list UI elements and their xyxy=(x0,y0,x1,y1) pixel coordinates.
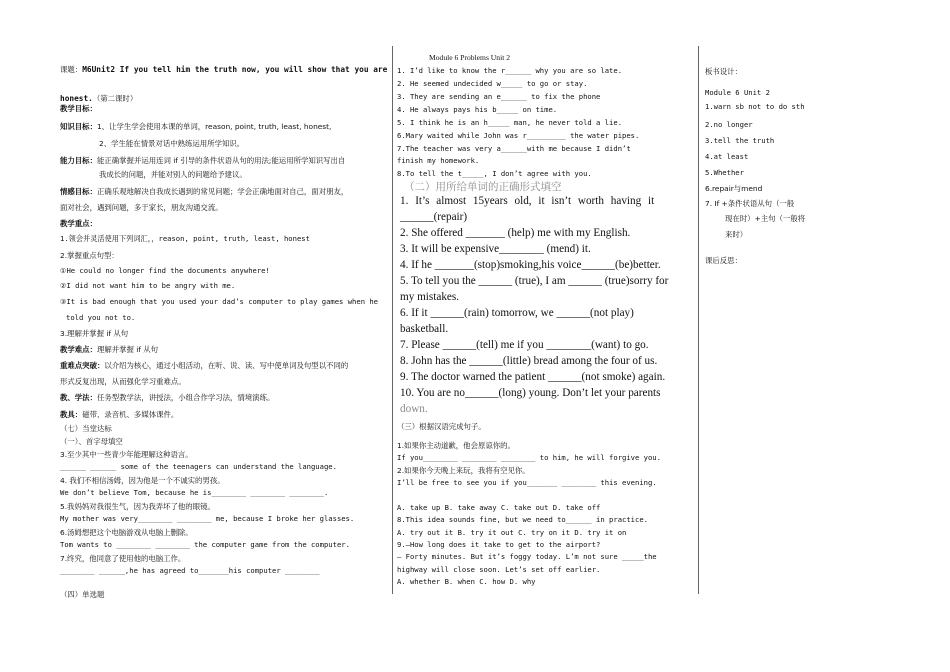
board-line-10: 来时） xyxy=(725,230,748,239)
fill-item-7: 7. Please ______(tell) me if you ________(want) to go. xyxy=(400,339,649,351)
board-line-1: Module 6 Unit 2 xyxy=(705,88,770,97)
title-note: （第二课时） xyxy=(92,94,138,103)
key-sentence-3a: ③It is bad enough that you used your dad’s computer to play games when he xyxy=(60,297,379,306)
board-line-4: 3.tell the truth xyxy=(705,136,775,145)
knowledge-goal xyxy=(60,121,331,132)
vocab-item-1: 1. I’d like to know the r______ why you are so late. xyxy=(397,66,623,75)
complete-1-cn: 1.如果你主动道歉，他会原谅你的。 xyxy=(397,441,515,450)
fill-item-4: 4. If he _______(stop)smoking,his voice______(be)better. xyxy=(400,259,661,271)
key-sentence-1: ①He could no longer find the documents anywhere! xyxy=(60,266,270,275)
board-line-9: 现在时）+主句（一般将 xyxy=(725,214,806,223)
emotion-text-1: 正确乐观地解决自我成长遇到的常见问题；学会正确地面对自己，面对朋友， xyxy=(96,187,349,196)
fill-item-8: 8. John has the ______(little) bread among the four of us. xyxy=(400,355,658,367)
board-line-8: 7. If +条件状语从句（一般 xyxy=(705,199,795,208)
question-6-cn: 6.汤姆想把这个电脑游戏从电脑上删除。 xyxy=(60,528,193,537)
vocab-item-2: 2. He seemed undecided w_____ to go or stay. xyxy=(397,79,588,88)
key-heading: 教学重点： xyxy=(60,219,97,228)
ability-text-2: 我成长的问题，并能对别人的问题给予建议。 xyxy=(99,170,247,179)
options-set-1: A. take up B. take away C. take out D. take off xyxy=(397,503,601,512)
difficulty xyxy=(60,344,158,355)
fill-item-10: 10. You are no______(long) young. Don’t let your parents xyxy=(400,387,661,399)
emotion-text-2: 面对社会，遇到问题，多于家长，朋友沟通交流。 xyxy=(60,203,223,212)
fill-item-1: 1. It’s almost 15years old, it isn’t worth having it xyxy=(400,195,655,207)
key-point-3: 3.理解并掌握 if 从句 xyxy=(60,329,129,338)
fill-item-5: 5. To tell you the ______ (true), I am ______ (true)sorry for xyxy=(400,275,669,287)
section-3-heading: （三）根据汉语完成句子。 xyxy=(397,422,486,431)
mc-question-8: 8.This idea sounds fine, but we need to______ in practice. xyxy=(397,515,648,524)
question-5-en: My mother was very________ ________ me, because I broke her glasses. xyxy=(60,514,355,523)
vocab-item-4: 4. He always pays his b_____ on time. xyxy=(397,105,558,114)
question-5-cn: 5.我妈妈对我很生气，因为我弄坏了他的眼镜。 xyxy=(60,502,215,511)
breakthrough-text-2: 形式反复出现，从而强化学习重难点。 xyxy=(60,377,186,386)
column-divider-left xyxy=(392,46,393,594)
ability-goal xyxy=(60,155,345,166)
key-sentence-2: ②I did not want him to be angry with me. xyxy=(60,281,236,290)
ability-text-1: 能正确掌握并运用连词 if 引导的条件状语从句的用法;能运用所学知识写出自 xyxy=(96,156,346,165)
key-point-1: 1.领会并灵活使用下列词汇，，reason, point, truth, least, honest xyxy=(60,234,310,243)
breakthrough-label: 重难点突破： xyxy=(60,361,105,370)
vocab-item-8: 8.To tell the t_____, I don’t agree with you. xyxy=(397,169,592,178)
fill-item-6-cont: basketball. xyxy=(400,323,449,335)
question-4-en: We don’t believe Tom, because he is________ ________ ________. xyxy=(60,488,329,497)
options-set-2: A. try out it B. try it out C. try on it D. try it on xyxy=(397,528,627,537)
question-3-cn: 3.至少其中一些青少年能理解这种语言。 xyxy=(60,450,193,459)
reflection-heading: 课后反思： xyxy=(705,256,742,265)
section-2-heading: （二）用所给单词的正确形式填空 xyxy=(404,181,562,193)
title-text-2: honest. xyxy=(60,94,93,103)
breakthrough-text-1: 以介绍为核心，通过小组活动，在听、说、读、写中使单词及句型以不同的 xyxy=(104,361,349,370)
complete-2-en: I’ll be free to see you if you_______ ________ this evening. xyxy=(397,478,657,487)
board-line-6: 5.Whether xyxy=(705,168,744,177)
knowledge-text-1: 1、让学生学会使用本课的单词，reason, point, truth, least, honest, xyxy=(96,122,332,131)
question-7-en: ________ ______,he has agreed to_______his computer ________ xyxy=(60,566,320,575)
tools-text: 磁带、录音机、多媒体课件。 xyxy=(82,410,179,419)
vocab-item-6: 6.Mary waited while John was r_________ the water pipes. xyxy=(397,131,640,140)
difficulty-label: 教学难点： xyxy=(60,345,97,354)
fill-item-1-cont: ______(repair) xyxy=(400,211,468,223)
fill-item-3: 3. It will be expensive________ (mend) it. xyxy=(400,243,591,255)
board-design-heading: 板书设计： xyxy=(705,67,742,76)
section-4-heading: （四）单选题 xyxy=(60,590,105,599)
complete-2-cn: 2.如果你今天晚上来玩，我将有空见你。 xyxy=(397,466,530,475)
question-7-cn: 7.终究，他同意了使用他的电脑工作。 xyxy=(60,554,186,563)
question-4-cn: 4. 我们不相信汤姆，因为他是一个不诚实的男孩。 xyxy=(60,476,225,485)
complete-1-en: If you________ ________ ________ to him, he will forgive you. xyxy=(397,453,661,462)
fill-item-10-cont: down. xyxy=(400,403,428,415)
vocab-item-7-cont: finish my homework. xyxy=(397,156,480,165)
board-line-5: 4.at least xyxy=(705,152,749,161)
board-line-2: 1.warn sb not to do sth xyxy=(705,102,805,111)
method-label: 教、学法： xyxy=(60,393,97,402)
emotion-label: 情感目标： xyxy=(60,187,97,196)
vocab-item-3: 3. They are sending an e______ to fix the phone xyxy=(397,92,601,101)
tools xyxy=(60,409,178,420)
options-set-3: A. whether B. when C. how D. why xyxy=(397,577,536,586)
lesson-title xyxy=(60,64,387,75)
section-a-heading: （一）、首字母填空 xyxy=(60,437,123,446)
breakthrough xyxy=(60,360,348,371)
method xyxy=(60,392,274,403)
mc-question-9c: highway will close soon. Let’s set off earlier. xyxy=(397,565,601,574)
ability-label: 能力目标： xyxy=(60,156,97,165)
mc-question-9a: 9.—How long does it take to get to the airport? xyxy=(397,540,601,549)
board-line-7: 6.repair与mend xyxy=(705,184,763,193)
column-divider-right xyxy=(698,46,699,594)
tools-label: 教具： xyxy=(60,410,83,419)
method-text: 任务型教学法，讲授法，小组合作学习法，情境演练。 xyxy=(96,393,275,402)
vocab-item-7: 7.The teacher was very a______with me because I didn’t xyxy=(397,144,631,153)
key-point-2: 2.掌握重点句型： xyxy=(60,251,119,260)
fill-item-6: 6. If it ______(rain) tomorrow, we ______(not play) xyxy=(400,307,634,319)
question-6-en: Tom wants to ________ ________ the computer game from the computer. xyxy=(60,540,350,549)
question-3-en: ______ ______ some of the teenagers can understand the language. xyxy=(60,462,337,471)
fill-item-9: 9. The doctor warned the patient ______(not smoke) again. xyxy=(400,371,666,383)
mc-question-9b: — Forty minutes. But it’s foggy today. L’m not sure _____the xyxy=(397,552,657,561)
fill-item-2: 2. She offered _______ (help) me with my English. xyxy=(400,227,631,239)
goal-heading: 教学目标： xyxy=(60,104,97,113)
vocab-item-5: 5. I think he is an h_____ man, he never told a lie. xyxy=(397,118,623,127)
emotion-goal xyxy=(60,186,348,197)
module-header: Module 6 Problems Unit 2 xyxy=(429,53,510,62)
knowledge-text-2: 2、学生能在情景对话中熟练运用所学知识。 xyxy=(99,139,245,148)
key-sentence-3b: told you not to. xyxy=(66,313,136,322)
board-line-3: 2.no longer xyxy=(705,120,753,129)
title-text: M6Unit2 If you tell him the truth now, you will show that you are xyxy=(82,65,388,74)
title-prefix: 课题： xyxy=(60,65,83,74)
knowledge-label: 知识目标： xyxy=(60,122,97,131)
difficulty-text: 理解并掌握 if 从句 xyxy=(96,345,159,354)
fill-item-5-cont: my mistakes. xyxy=(400,291,460,303)
section-7-heading: （七）当堂达标 xyxy=(60,424,112,433)
